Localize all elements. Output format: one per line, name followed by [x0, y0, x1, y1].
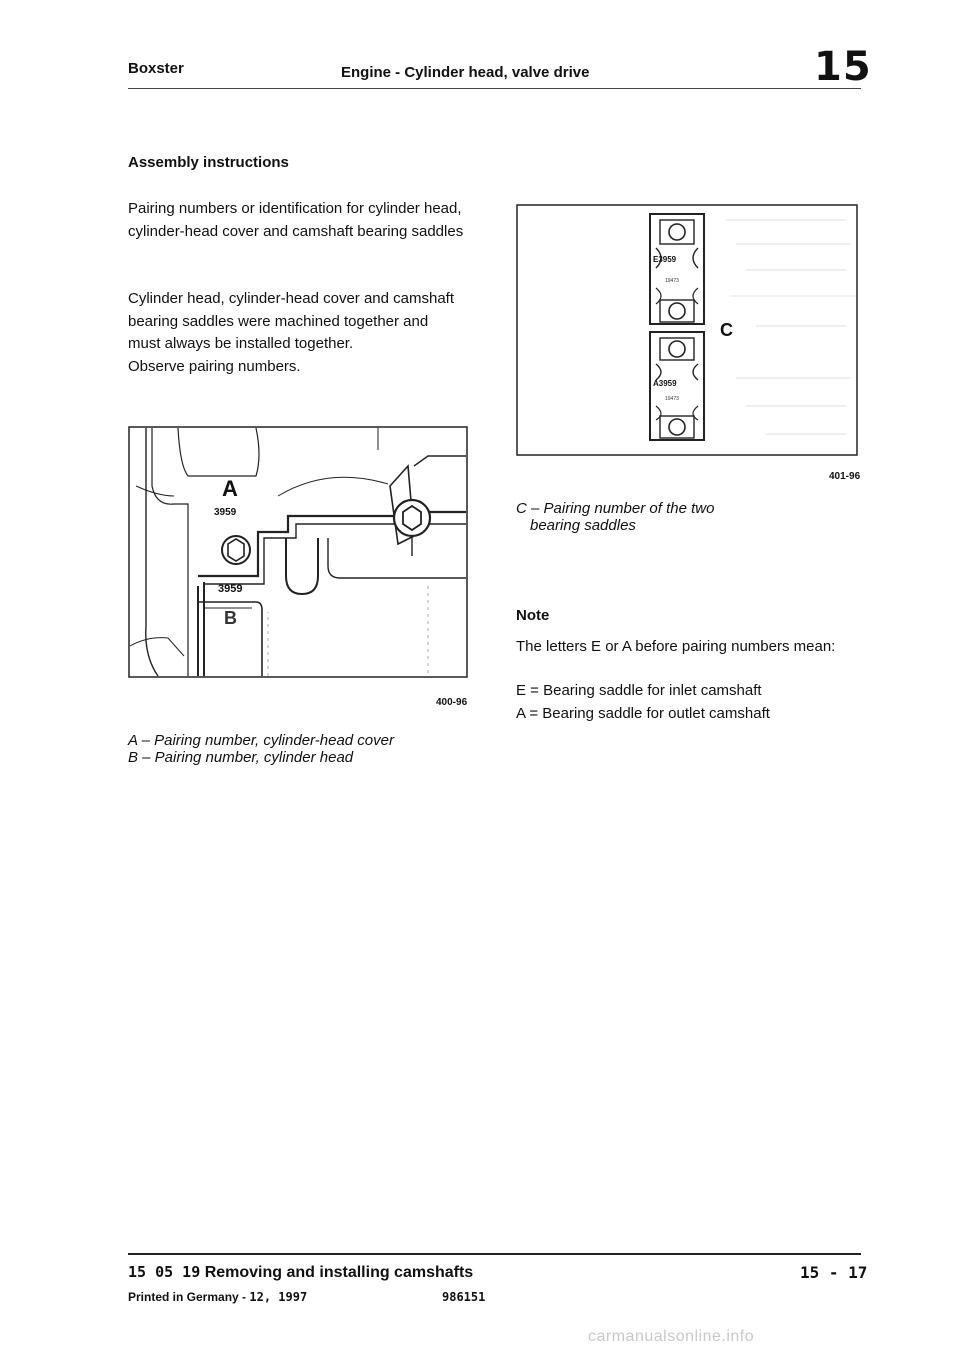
footer-section [128, 1263, 473, 1282]
footer-printed [128, 1290, 307, 1304]
instructions-line: bearing saddles were machined together and [128, 312, 429, 330]
cylinder-head-figure [128, 426, 468, 678]
header-rule [128, 88, 861, 89]
page-number: 15 - 17 [800, 1263, 868, 1282]
figure2-id: 401-96 [829, 471, 861, 482]
saddle-small-bottom: 19473 [665, 396, 679, 402]
upper-bearing-saddle [650, 214, 704, 324]
bearing-saddles-figure [516, 200, 858, 456]
pairing-number-b: 3959 [218, 583, 243, 595]
printed-label: Printed in Germany - [128, 1290, 247, 1304]
instructions-line: must always be installed together. [128, 335, 354, 352]
section-title: Removing and installing camshafts [204, 1264, 474, 1281]
figure1-caption [128, 732, 394, 766]
watermark: carmanualsonline.info [588, 1328, 755, 1345]
printed-date: 12, 1997 [249, 1290, 308, 1304]
figure2-caption [516, 500, 714, 534]
saddle-number-bottom: A3959 [653, 379, 677, 388]
pairing-number-a: 3959 [214, 507, 237, 518]
note-heading: Note [516, 607, 550, 624]
section-heading: Assembly instructions [128, 154, 289, 171]
instructions-line: Cylinder head, cylinder-head cover and camshaft [128, 290, 455, 307]
chapter-number: 15 [814, 44, 872, 90]
caption-c-line2: bearing saddles [530, 517, 636, 534]
definition-e: E = Bearing saddle for inlet camshaft [516, 682, 762, 699]
saddle-small-top: 19473 [665, 278, 679, 284]
header-title: Engine - Cylinder head, valve drive [341, 64, 590, 81]
section-code: 15 05 19 [128, 1263, 201, 1281]
instructions-paragraph [128, 288, 478, 378]
callout-a: A [222, 476, 238, 501]
intro-paragraph: Pairing numbers or identification for cylinder head, cylinder-head cover and camshaft bearing saddles [128, 200, 464, 240]
caption-a: A – Pairing number, cylinder-head cover [128, 732, 394, 749]
document-number: 986151 [442, 1290, 486, 1304]
instructions-line: Observe pairing numbers. [128, 357, 301, 375]
saddle-number-top: E3959 [653, 255, 677, 264]
caption-c-line1: C – Pairing number of the two [516, 500, 715, 517]
callout-b: B [224, 608, 237, 628]
lower-bearing-saddle [650, 332, 704, 440]
definition-a: A = Bearing saddle for outlet camshaft [516, 705, 770, 722]
figure1-id: 400-96 [436, 697, 468, 708]
note-text: The letters E or A before pairing numbers mean: [516, 638, 836, 655]
footer-rule [128, 1253, 861, 1255]
caption-b: B – Pairing number, cylinder head [128, 749, 354, 766]
callout-c: C [720, 320, 733, 340]
header-brand: Boxster [128, 60, 184, 77]
